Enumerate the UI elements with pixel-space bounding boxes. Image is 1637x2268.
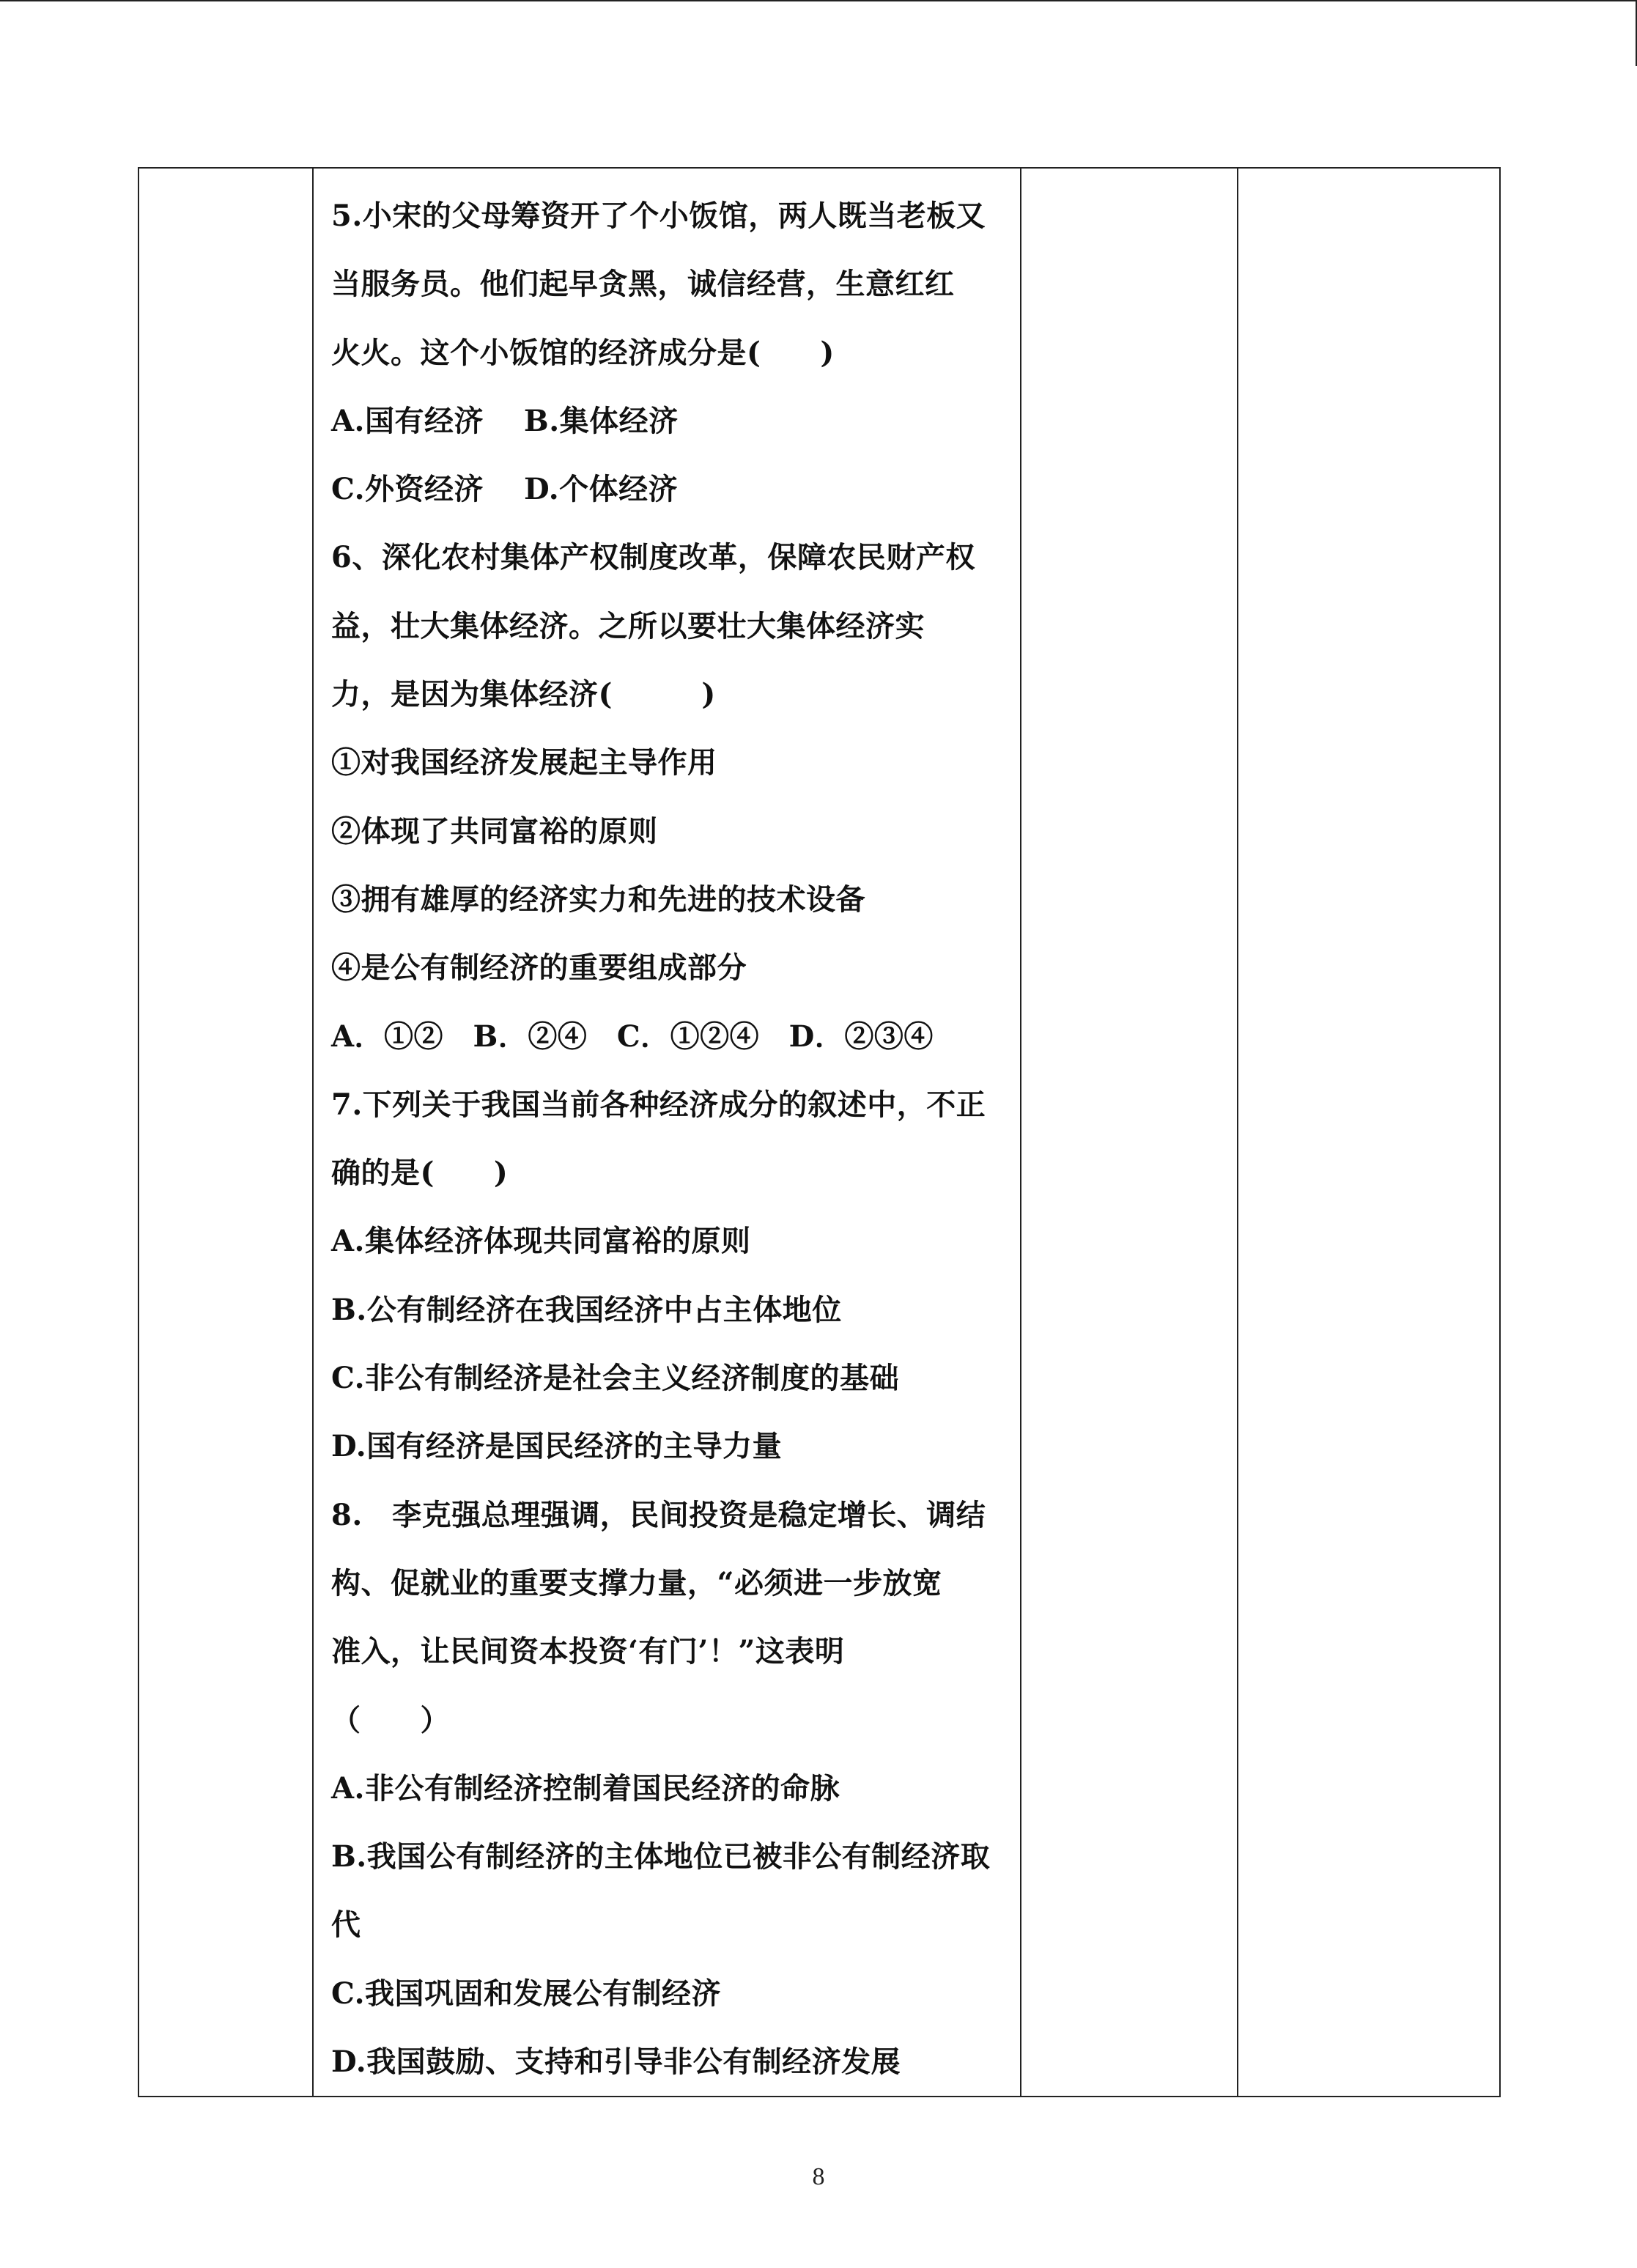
question-6-stem-line-2: 益，壮大集体经济。之所以要壮大集体经济实 bbox=[331, 608, 925, 643]
question-6-statement-4: ④是公有制经济的重要组成部分 bbox=[331, 950, 747, 986]
question-7-option-c: C.非公有制经济是社会主义经济制度的基础 bbox=[331, 1361, 900, 1396]
question-6-stem-line-1: 6、深化农村集体产权制度改革，保障农民财产权 bbox=[331, 540, 975, 575]
question-7-stem-line-1: 7.下列关于我国当前各种经济成分的叙述中，不正 bbox=[331, 1087, 986, 1122]
page-top-border bbox=[0, 0, 1637, 1]
question-6-statement-1: ①对我国经济发展起主导作用 bbox=[331, 745, 717, 780]
question-7-option-d: D.国有经济是国民经济的主导力量 bbox=[331, 1429, 783, 1464]
question-8 bbox=[331, 1481, 1005, 2097]
question-6 bbox=[331, 523, 1005, 1070]
empty-cell-middle bbox=[1021, 168, 1238, 2097]
question-8-option-c: C.我国巩固和发展公有制经济 bbox=[331, 1976, 722, 2011]
question-5-stem-line-1: 5.小宋的父母筹资开了个小饭馆，两人既当老板又 bbox=[331, 199, 986, 233]
question-5-stem-line-3: 火火。这个小饭馆的经济成分是( ) bbox=[331, 335, 835, 370]
question-5-options-cd: C.外资经济 D.个体经济 bbox=[331, 472, 679, 507]
question-7-stem-line-2: 确的是( ) bbox=[331, 1156, 509, 1191]
table-row bbox=[138, 168, 1500, 2097]
question-6-statement-2: ②体现了共同富裕的原则 bbox=[331, 813, 658, 849]
empty-cell-right bbox=[1238, 168, 1500, 2097]
question-8-option-b-line-1: B.我国公有制经济的主体地位已被非公有制经济取 bbox=[331, 1839, 991, 1874]
question-8-stem-line-2: 构、促就业的重要支撑力量，“必须进一步放宽 bbox=[331, 1565, 942, 1600]
page-number: 8 bbox=[812, 2163, 825, 2190]
question-6-stem-line-3: 力，是因为集体经济( ) bbox=[331, 677, 716, 712]
questions-cell bbox=[313, 168, 1021, 2097]
question-8-answer-blank: （ ） bbox=[331, 1702, 450, 1737]
question-5-stem-line-2: 当服务员。他们起早贪黑，诚信经营，生意红红 bbox=[331, 267, 955, 302]
empty-cell-left bbox=[138, 168, 313, 2097]
question-8-option-a: A.非公有制经济控制着国民经济的命脉 bbox=[331, 1770, 840, 1806]
question-7 bbox=[331, 1071, 1005, 1481]
question-6-options: A．①② B．②④ C．①②④ D．②③④ bbox=[331, 1019, 934, 1054]
lesson-plan-table bbox=[138, 167, 1501, 2097]
question-8-stem-line-1: 8. 李克强总理强调，民间投资是稳定增长、调结 bbox=[331, 1497, 986, 1532]
question-6-statement-3: ③拥有雄厚的经济实力和先进的技术设备 bbox=[331, 882, 865, 917]
question-8-option-d: D.我国鼓励、支持和引导非公有制经济发展 bbox=[331, 2044, 901, 2080]
question-5 bbox=[331, 182, 1005, 523]
question-8-stem-line-3: 准入，让民间资本投资‘有门’！”这表明 bbox=[331, 1634, 845, 1669]
question-7-option-a: A.集体经济体现共同富裕的原则 bbox=[331, 1224, 751, 1259]
question-5-options-ab: A.国有经济 B.集体经济 bbox=[331, 403, 679, 438]
question-7-option-b: B.公有制经济在我国经济中占主体地位 bbox=[331, 1292, 842, 1327]
question-8-option-b-line-2: 代 bbox=[331, 1907, 361, 1943]
